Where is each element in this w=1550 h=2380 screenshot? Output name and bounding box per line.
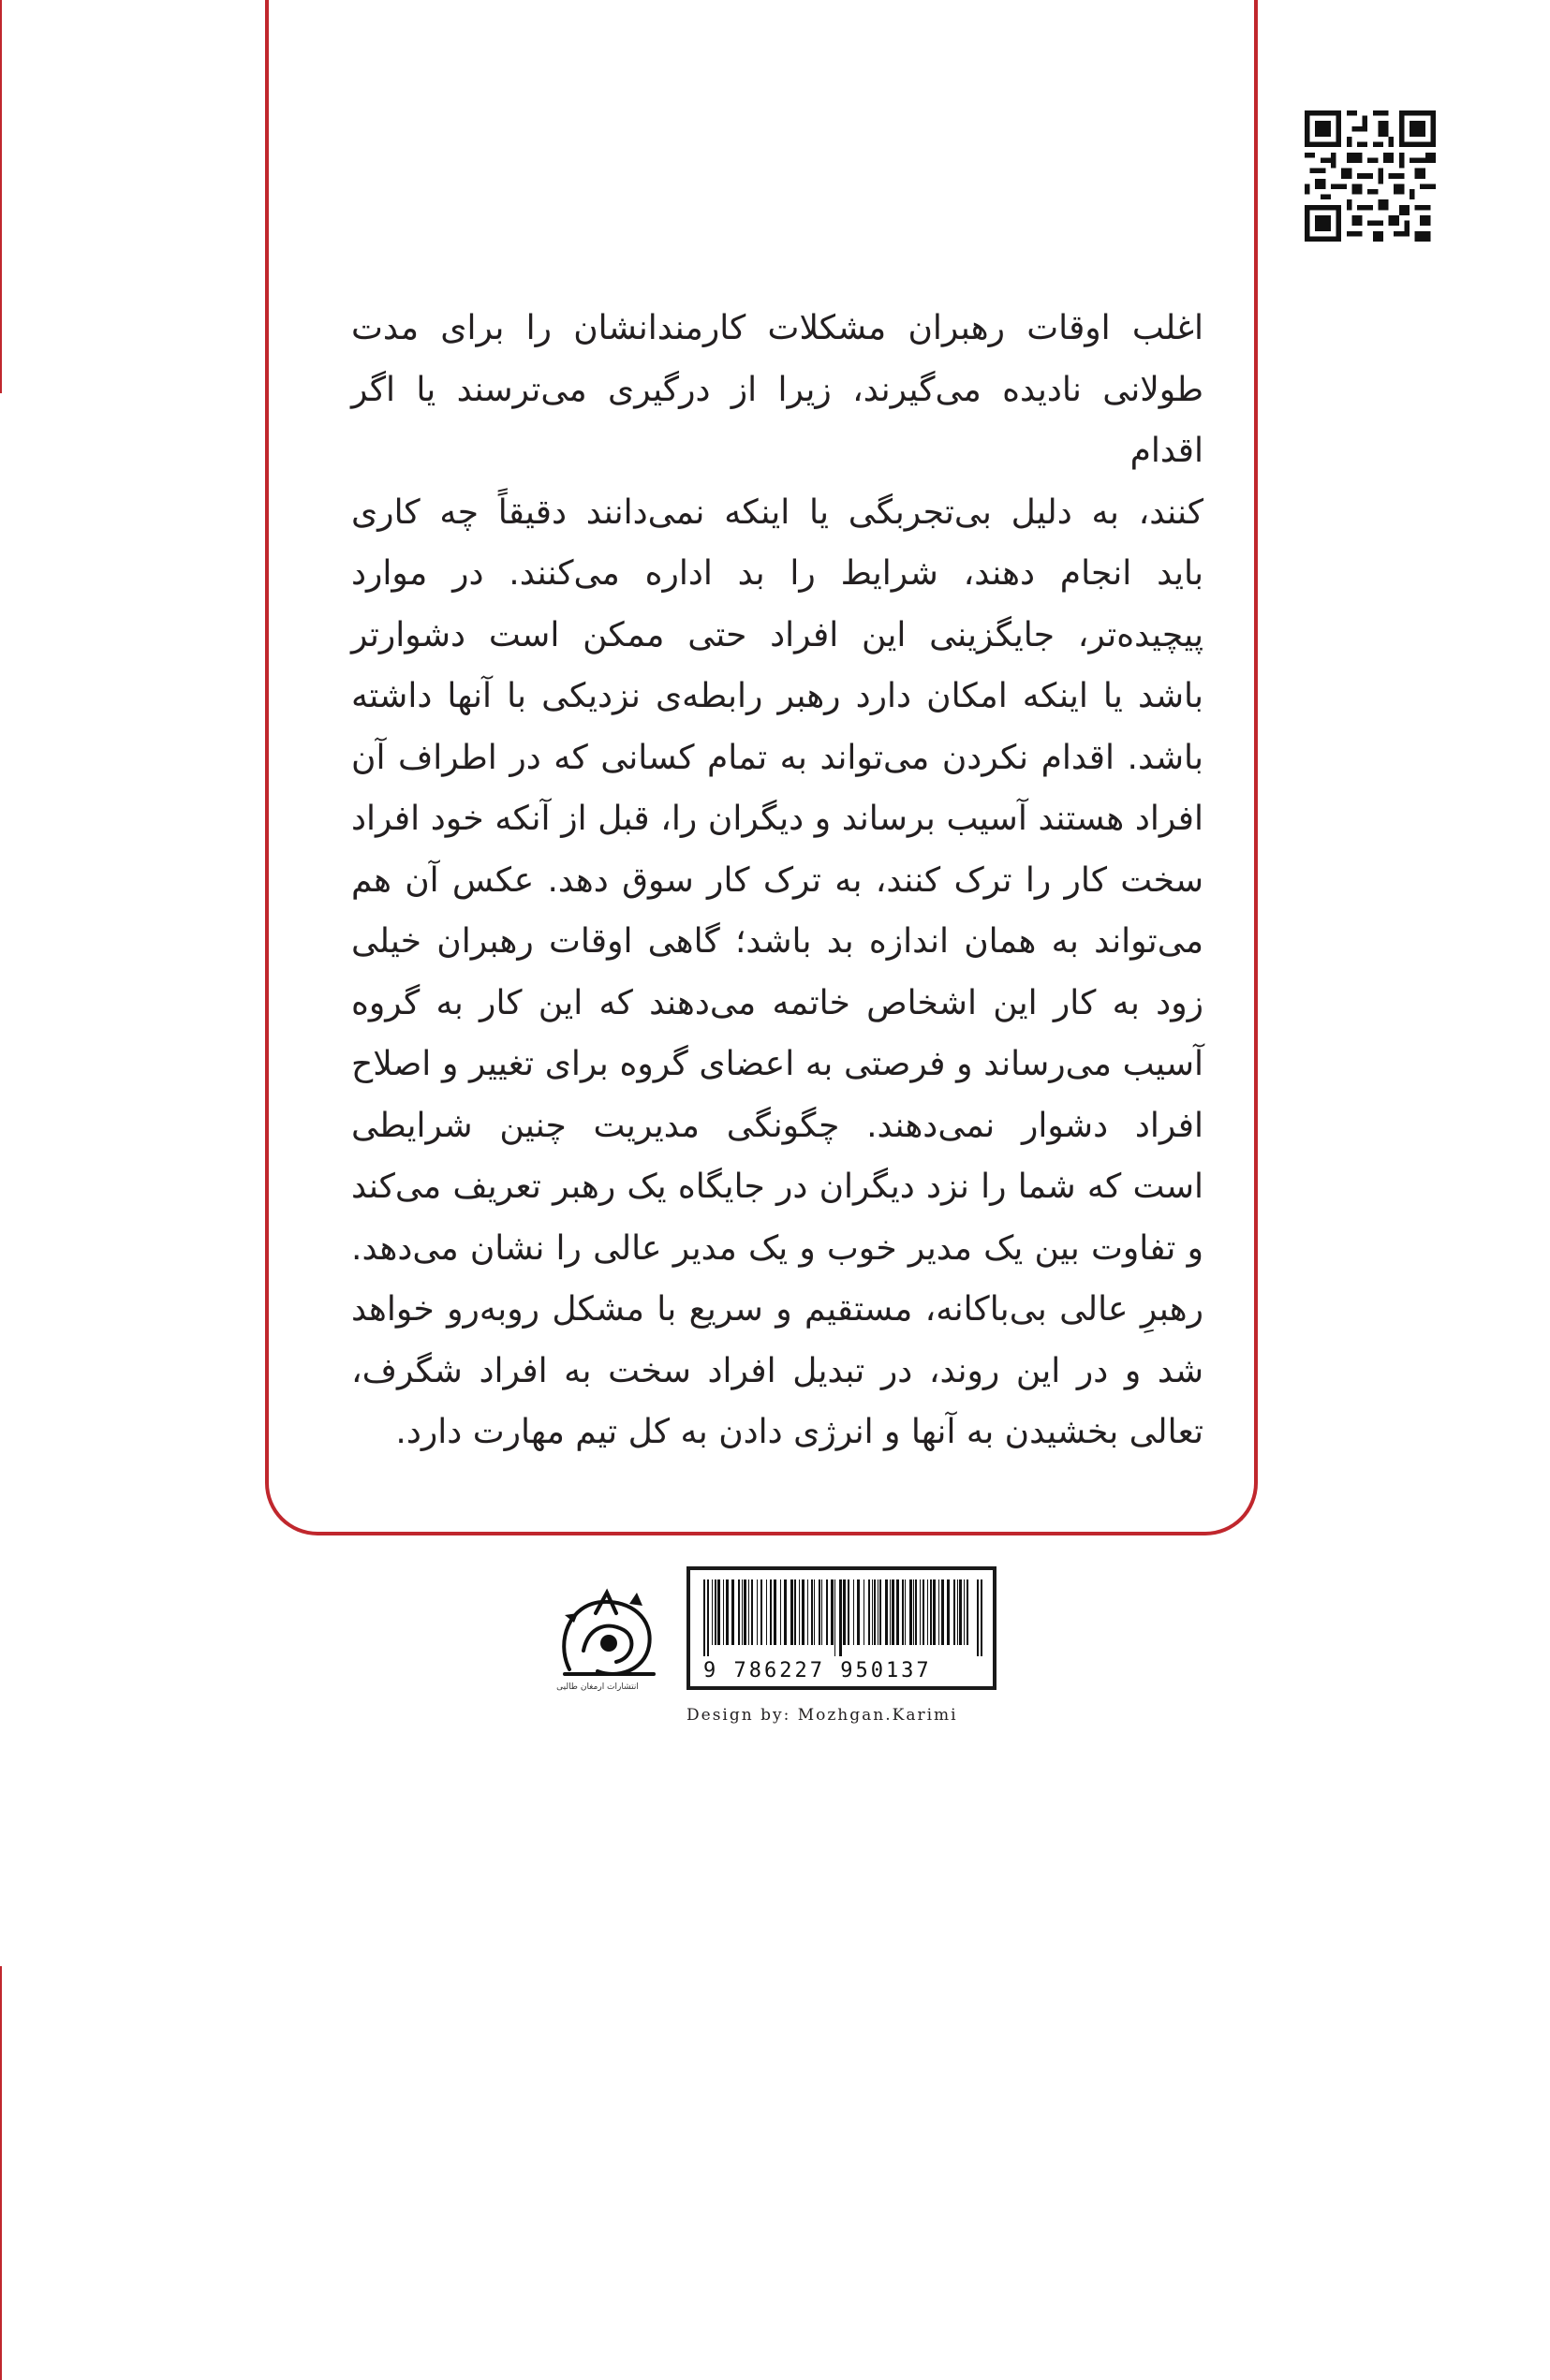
blurb-line: زود به کار این اشخاص خاتمه می‌دهند که این کار به گروه [351,983,1203,1022]
isbn-barcode [686,1566,996,1690]
blurb-line: شد و در این روند، در تبدیل افراد سخت به افراد شگرف، [351,1351,1203,1390]
barcode-bars [700,1579,988,1656]
blurb-line: رهبرِ عالی بی‌باکانه، مستقیم و سریع با مشکل روبه‌رو خواهد [351,1290,1203,1329]
design-credit: Design by: Mozhgan.Karimi [686,1706,958,1725]
top-edge-line [0,0,2,393]
blurb-line: افراد هستند آسیب برساند و دیگران را، قبل از آنکه خود افراد [351,800,1203,838]
blurb-line: طولانی نادیده می‌گیرند، زیرا از درگیری می‌ترسند یا اگر اقدام [351,370,1203,470]
blurb-line: می‌تواند به همان اندازه بد باشد؛ گاهی اوقات رهبران خیلی [351,922,1203,961]
blurb-line: کنند، به دلیل بی‌تجربگی یا اینکه نمی‌دانند دقیقاً چه کاری [351,492,1203,532]
blurb-line: آسیب می‌رساند و فرصتی به اعضای گروه برای تغییر و اصلاح [351,1045,1203,1083]
blurb-line: افراد دشوار نمی‌دهند. چگونگی مدیریت چنین شرایطی [351,1106,1203,1145]
blurb-line: پیچیده‌تر، جایگزینی این افراد حتی ممکن است دشوارتر [351,615,1203,654]
blurb-line: است که شما را نزد دیگران در جایگاه یک رهبر تعریف می‌کند [351,1168,1203,1206]
blurb-line: سخت کار را ترک کنند، به ترک کار سوق دهد. عکس آن هم [351,860,1203,900]
publisher-name: انتشارات ارمغان طالیی [556,1682,639,1692]
blurb-line: باشد یا اینکه امکان دارد رهبر رابطه‌ی نزدیکی با آنها داشته [351,677,1203,715]
publisher-logo-icon [551,1576,668,1697]
bottom-edge-line [0,1966,2,2380]
isbn-number: 9 786227 950137 [703,1659,932,1682]
blurb-line: اغلب اوقات رهبران مشکلات کارمندانشان را برای مدت [351,309,1203,347]
qr-code-icon [1305,110,1436,242]
back-cover-blurb [351,298,1203,1463]
blurb-line: تعالی بخشیدن به آنها و انرژی دادن به کل تیم مهارت دارد. [395,1413,1203,1451]
blurb-line: باید انجام دهند، شرایط را بد اداره می‌کنند. در موارد [351,554,1203,593]
blurb-line: و تفاوت بین یک مدیر خوب و یک مدیر عالی را نشان می‌دهد. [351,1228,1203,1268]
blurb-line: باشد. اقدام نکردن می‌تواند به تمام کسانی که در اطراف آن [351,738,1203,777]
